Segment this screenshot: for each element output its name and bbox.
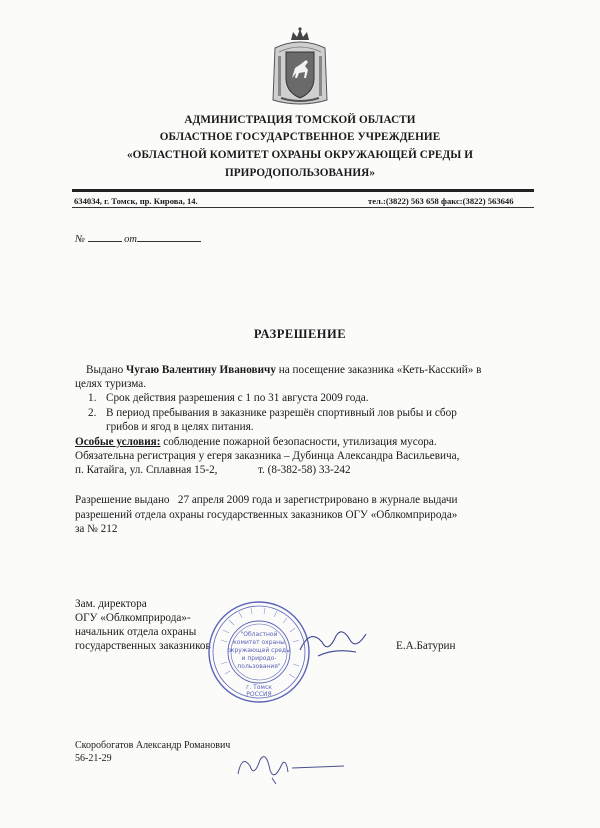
list-item-text: В период пребывания в заказнике разрешён спортивный лов рыбы и сбор	[106, 407, 457, 419]
issued-note-3: за № 212	[75, 523, 118, 535]
svg-text:комитет охраны: комитет охраны	[233, 639, 285, 646]
svg-text:окружающей среды: окружающей среды	[227, 647, 291, 654]
header-divider	[72, 189, 534, 192]
executor-name: Скоробогатов Александр Романович	[75, 740, 231, 751]
list-item-2	[88, 407, 457, 421]
svg-text:и природо-: и природо-	[241, 655, 277, 662]
issued-note-1: Разрешение выдано 27 апреля 2009 года и зарегистрировано в журнале выдачи	[75, 494, 458, 506]
signatory-title-1: Зам. директора	[75, 598, 147, 610]
svg-text:г. Томск: г. Томск	[246, 684, 272, 691]
handwritten-signature-executor	[232, 748, 352, 788]
ranger-address: п. Катайга, ул. Сплавная 15-2,	[75, 464, 218, 476]
list-item-number: 2.	[88, 407, 97, 419]
executor-phone: 56-21-29	[75, 753, 112, 764]
list-item-text: Срок действия разрешения с 1 по 31 августа 2009 года.	[106, 392, 369, 404]
signatory-title-4: государственных заказников	[75, 640, 211, 652]
special-conditions-label: Особые условия:	[75, 436, 161, 448]
document-title: РАЗРЕШЕНИЕ	[253, 327, 347, 341]
header-administration: АДМИНИСТРАЦИЯ ТОМСКОЙ ОБЛАСТИ	[184, 114, 416, 126]
issued-rest: на посещение заказника «Кеть-Касский» в	[278, 364, 482, 376]
header-institution: ОБЛАСТНОЕ ГОСУДАРСТВЕННОЕ УЧРЕЖДЕНИЕ	[159, 131, 441, 143]
header-committee: «ОБЛАСТНОЙ КОМИТЕТ ОХРАНЫ ОКРУЖАЮЩЕЙ СРЕДЫ И	[126, 149, 474, 161]
special-conditions	[75, 436, 437, 450]
special-conditions-text: соблюдение пожарной безопасности, утилизация мусора.	[163, 436, 437, 448]
header-phones: тел.:(3822) 563 658 факс:(3822) 563646	[368, 196, 514, 206]
header-address: 634034, г. Томск, пр. Кирова, 14.	[74, 196, 198, 206]
date-blank	[137, 231, 201, 242]
list-item-2-cont: грибов и ягод в целях питания.	[106, 421, 254, 433]
svg-text:"Областной: "Областной	[240, 631, 278, 638]
svg-text:пользования": пользования"	[237, 663, 281, 670]
issued-line-2: целях туризма.	[75, 378, 147, 390]
signatory-title-3: начальник отдела охраны	[75, 626, 197, 638]
signatory-title-2: ОГУ «Облкомприрода»-	[75, 612, 191, 624]
handwritten-signature-director	[296, 620, 376, 662]
ranger-phone: т. (8-382-58) 33-242	[258, 464, 351, 476]
issued-name: Чугаю Валентину Ивановичу	[126, 364, 276, 376]
registration-requirement: Обязательна регистрация у егеря заказника – Дубинца Александра Васильевича,	[75, 450, 460, 462]
list-item-1	[88, 392, 369, 406]
list-item-number: 1.	[88, 392, 97, 404]
number-label: №	[75, 234, 85, 245]
issued-note-2: разрешений отдела охраны государственных заказников ОГУ «Облкомприрода»	[75, 509, 458, 521]
svg-text:РОССИЯ: РОССИЯ	[246, 691, 272, 698]
issued-line	[86, 364, 481, 378]
date-label: от	[124, 234, 137, 245]
issued-prefix: Выдано	[86, 364, 124, 376]
header-committee-cont: ПРИРОДОПОЛЬЗОВАНИЯ»	[224, 167, 376, 179]
number-blank	[88, 231, 122, 242]
signatory-name: Е.А.Батурин	[396, 640, 456, 652]
header-divider-thin	[72, 207, 534, 208]
tomsk-coat-of-arms-icon	[271, 26, 329, 106]
registration-line	[75, 231, 201, 245]
